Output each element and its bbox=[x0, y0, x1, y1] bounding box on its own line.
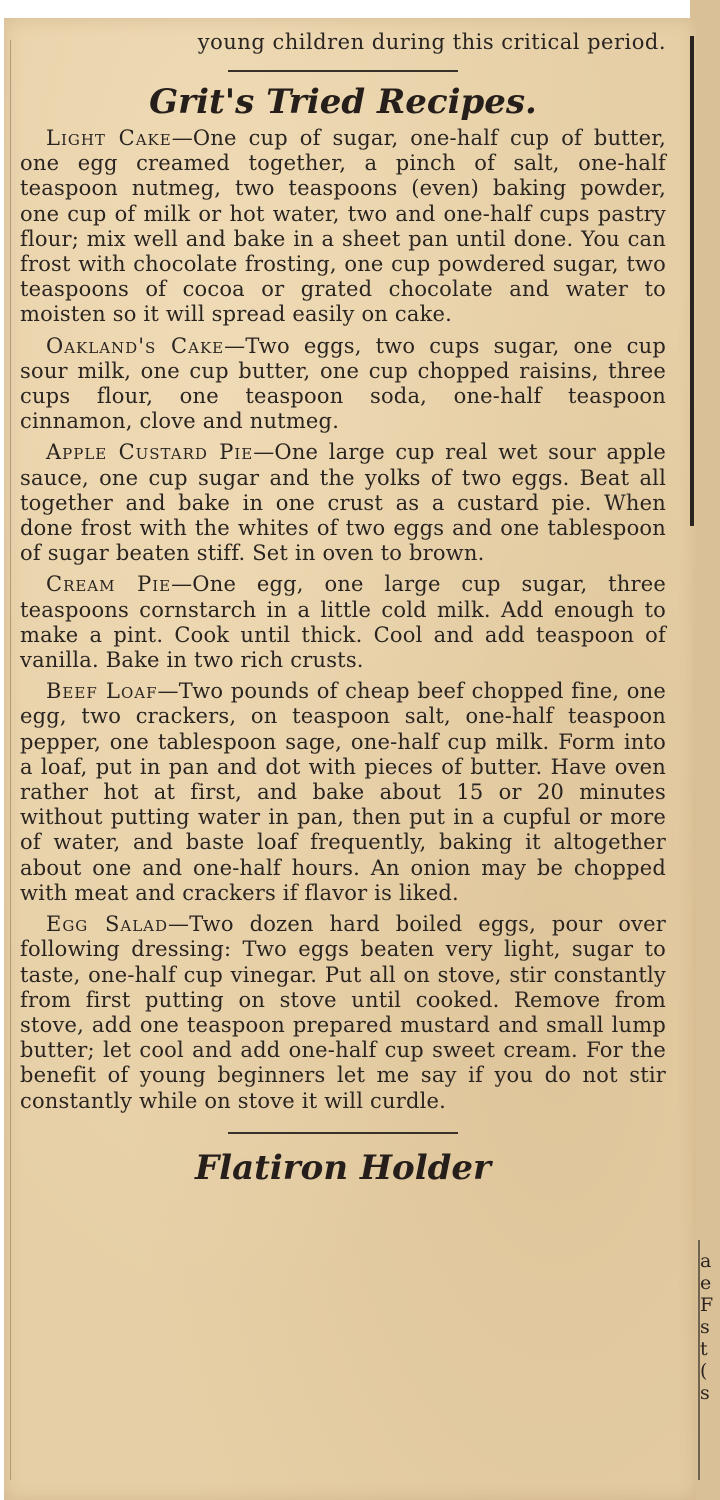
recipe-text: —One egg, one large cup sugar, three teaspoons cornstarch in a little cold milk. Add enough to make a pint. Cook until thick. Cool and add teaspoon of vanilla. Bake in two rich crusts. bbox=[20, 572, 666, 673]
clipping-content bbox=[20, 26, 666, 1190]
recipe-apple-custard-pie bbox=[20, 440, 666, 566]
recipe-oaklands-cake bbox=[20, 334, 666, 435]
column-rule bbox=[690, 36, 694, 526]
recipe-beef-loaf bbox=[20, 679, 666, 906]
recipe-title: Egg Salad bbox=[46, 912, 169, 937]
recipe-title: Oakland's Cake bbox=[46, 333, 225, 358]
article-headline: Grit's Tried Recipes. bbox=[149, 82, 537, 122]
recipe-title: Light Cake bbox=[46, 126, 172, 150]
recipe-text: —One cup of sugar, one-half cup of butter, one egg creamed together, a pinch of salt, one-half teaspoon nutmeg, two teaspoons (even) baking powder, one cup of milk or hot water, two and one-half cups pastry flour; mix well and bake in a sheet pan until done. You can frost with chocolate frosting, one cup powdered sugar, two teaspoons of cocoa or grated chocolate and water to moisten so it will spread easily on cake. bbox=[20, 126, 667, 327]
recipe-title: Apple Custard Pie bbox=[46, 440, 254, 465]
left-edge-rule bbox=[10, 40, 11, 1480]
recipe-text: —One large cup real wet sour apple sauce, one cup sugar and the yolks of two eggs. Beat all together and bake in one crust as a custard pie. When done frost with the whites of two eggs and one tablespoon of sugar beaten stiff. Set in oven to brown. bbox=[20, 440, 666, 566]
recipe-egg-salad bbox=[20, 912, 666, 1114]
recipe-title: Cream Pie bbox=[46, 572, 172, 597]
recipe-light-cake bbox=[20, 126, 666, 328]
recipe-text: —Two eggs, two cups sugar, one cup sour milk, one cup butter, one cup chopped raisins, three cups flour, one teaspoon soda, one-half teaspoon cinnamon, clove and nutmeg. bbox=[20, 333, 666, 434]
section-divider bbox=[228, 70, 458, 72]
previous-article-fragment: young children during this critical period. bbox=[197, 30, 666, 54]
section-divider-bottom bbox=[228, 1132, 458, 1134]
recipe-text: —Two pounds of cheap beef chopped fine, one egg, two crackers, on teaspoon salt, one-half teaspoon pepper, one tablespoon sage, one-half cup milk. Form into a loaf, put in pan and dot with pieces of butter. Have oven rather hot at first, and bake about 15 or 20 minutes without putting water in pan, then put in a cupful or more of water, and baste loaf frequently, baking it altogether about one and one-half hours. An onion may be chopped with meat and crackers if flavor is liked. bbox=[20, 679, 666, 905]
recipe-title: Beef Loaf bbox=[46, 679, 158, 704]
recipe-text: —Two dozen hard boiled eggs, pour over following dressing: Two eggs beaten very light, sugar to taste, one-half cup vinegar. Put all on stove, stir constantly from first putting on stove until cooked. Remove from stove, add one teaspoon prepared mustard and small lump butter; let cool and add one-half cup sweet cream. For the benefit of young beginners let me say if you do not stir constantly while on stove it will curdle. bbox=[20, 912, 666, 1113]
adjacent-column-fragment: a e F s t ( s bbox=[700, 1250, 714, 1404]
next-article-headline: Flatiron Holder bbox=[195, 1147, 491, 1188]
recipe-cream-pie bbox=[20, 572, 666, 673]
